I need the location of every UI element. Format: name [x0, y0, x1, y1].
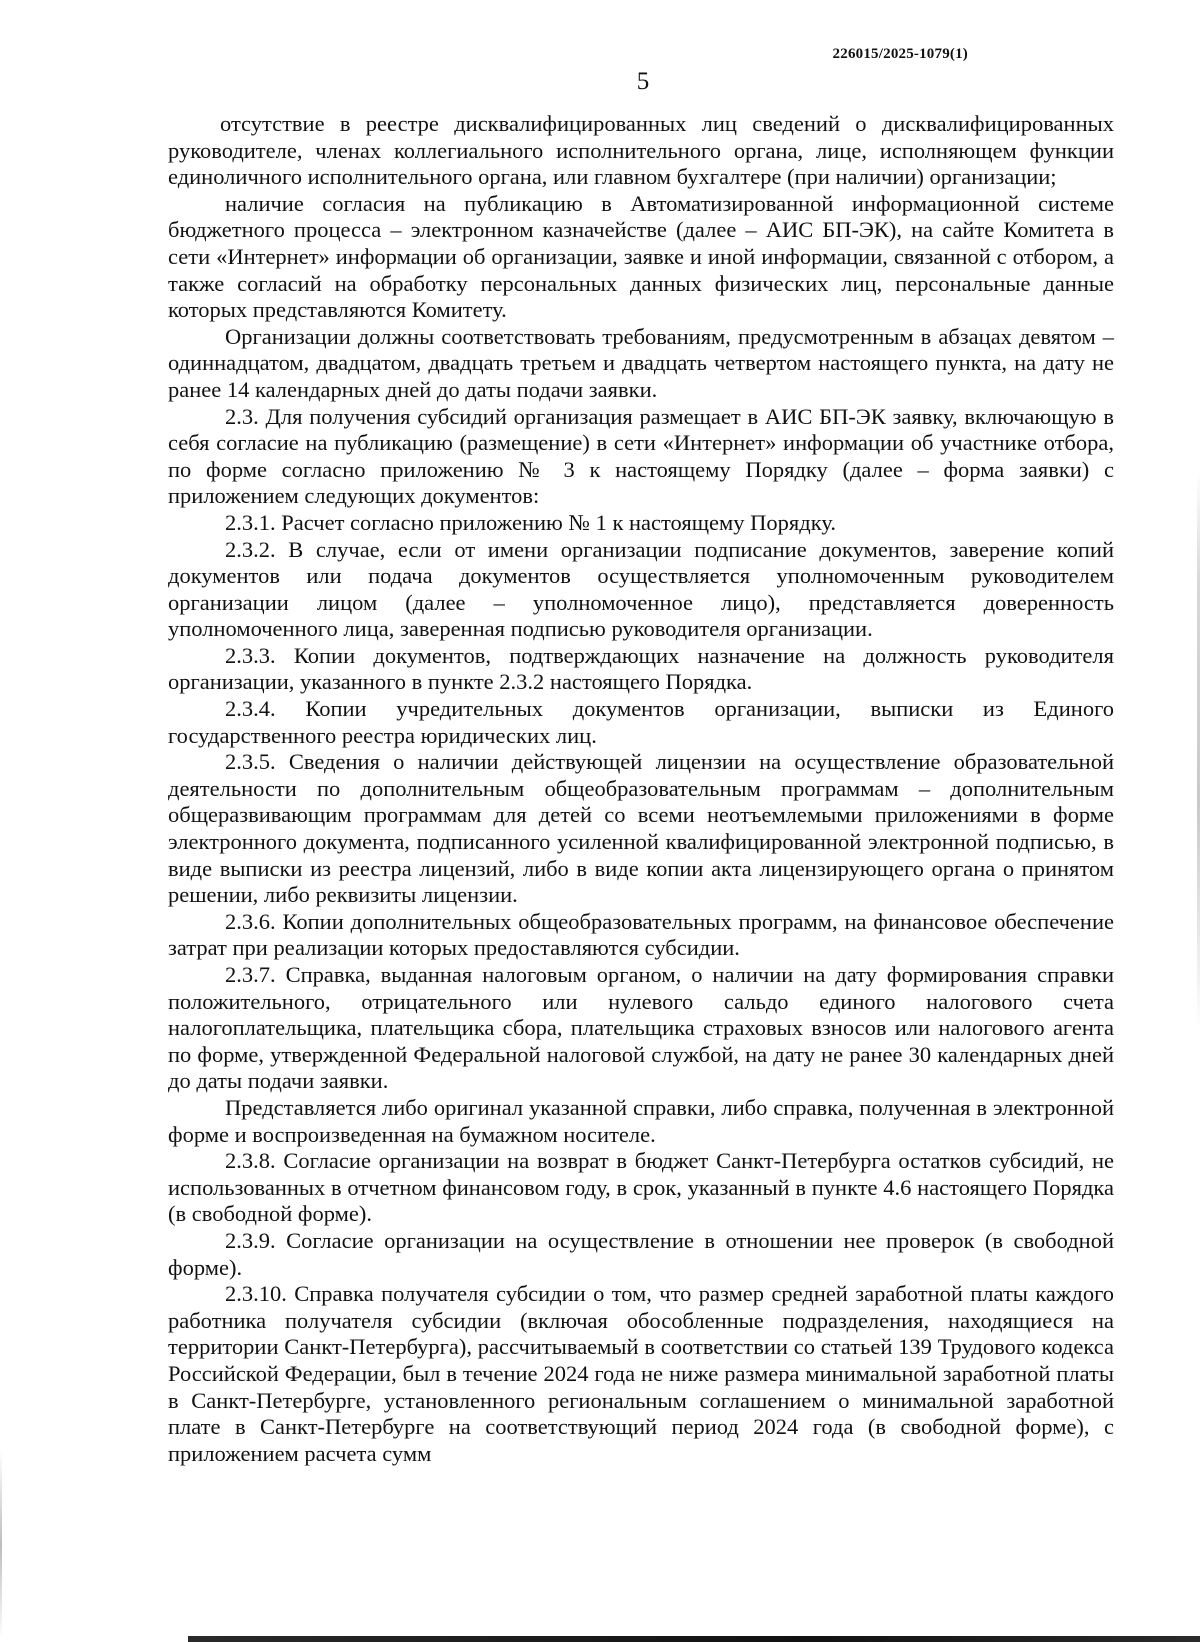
paragraph-disqualified-persons: отсутствие в реестре дисквалифицированных лиц сведений о дисквалифицированных руководителе, членах коллегиального исполнительного органа, лице, исполняющем функции единоличного исполнительного органа, или главном бухгалтере (при наличии) организации; [168, 111, 1114, 190]
paragraph-2-3-3: 2.3.3. Копии документов, подтверждающих назначение на должность руководителя организации, указанного в пункте 2.3.2 настоящего Порядка. [168, 642, 1114, 695]
paragraph-2-3-4: 2.3.4. Копии учредительных документов организации, выписки из Единого государственного реестра юридических лиц. [168, 696, 1114, 748]
paragraph-2-3-2: 2.3.2. В случае, если от имени организации подписание документов, заверение копий документов или подача документов осуществляется уполномоченным руководителем организации лицом (далее – уполномоченное лицо), представляется доверенность уполномоченного лица, заверенная подписью руководителя организации. [168, 536, 1114, 642]
paragraph-2-3-10: 2.3.10. Справка получателя субсидии о том, что размер средней заработной платы каждого работника получателя субсидии (включая обособленные подразделения, находящиеся на территории Санкт-Петербурга), рассчитываемый в соответствии со статьей 139 Трудового кодекса Российской Федерации, был в течение 2024 года не ниже размера минимальной заработной платы в Санкт-Петербурге, установленного региональным соглашением о минимальной заработной плате в Санкт-Петербурге на соответствующий период 2024 года (в свободной форме), с приложением расчета сумм [168, 1281, 1114, 1466]
paragraph-2-3-1: 2.3.1. Расчет согласно приложению № 1 к настоящему Порядку. [225, 509, 836, 535]
scan-edge-left [0, 1450, 2, 1640]
paragraph-2-3-6: 2.3.6. Копии дополнительных общеобразовательных программ, на финансовое обеспечение затрат при реализации которых предоставляются субсидии. [168, 908, 1114, 961]
paragraph-certificate-form: Представляется либо оригинал указанной справки, либо справка, полученная в электронной форме и воспроизведенная на бумажном носителе. [168, 1094, 1114, 1147]
document-registration-number: 226015/2025-1079(1) [832, 46, 968, 62]
paragraph-2-3-5: 2.3.5. Сведения о наличии действующей лицензии на осуществление образовательной деятельности по дополнительным общеобразовательным программам – дополнительным общеразвивающим программам для детей со всеми неотъемлемыми приложениями в форме электронного документа, подписанного усиленной квалифицированной электронной подписью, в виде выписки из реестра лицензий, либо в виде копии акта лицензирующего органа о принятом решении, либо реквизиты лицензии. [168, 749, 1114, 908]
paragraph-2-3: 2.3. Для получения субсидий организация размещает в АИС БП-ЭК заявку, включающую в себя согласие на публикацию (размещение) в сети «Интернет» информации об участнике отбора, по форме согласно приложению № 3 к настоящему Порядку (далее – форма заявки) с приложением следующих документов: [168, 403, 1114, 509]
paragraph-requirements-date: Организации должны соответствовать требованиям, предусмотренным в абзацах девятом – одиннадцатом, двадцатом, двадцать третьем и двадцать четвертом настоящего пункта, на дату не ранее 14 календарных дней до даты подачи заявки. [168, 323, 1114, 402]
scan-bottom-bar [188, 1636, 1200, 1642]
paragraph-publication-consent: наличие согласия на публикацию в Автоматизированной информационной системе бюджетного процесса – электронном казначействе (далее – АИС БП-ЭК), на сайте Комитета в сети «Интернет» информации об организации, заявке и иной информации, связанной с отбором, а также согласий на обработку персональных данных физических лиц, персональные данные которых представляются Комитету. [168, 190, 1114, 323]
paragraph-2-3-8: 2.3.8. Согласие организации на возврат в бюджет Санкт-Петербурга остатков субсидий, не использованных в отчетном финансовом году, в срок, указанный в пункте 4.6 настоящего Порядка (в свободной форме). [168, 1148, 1114, 1227]
paragraph-2-3-7: 2.3.7. Справка, выданная налоговым органом, о наличии на дату формирования справки положительного, отрицательного или нулевого сальдо единого налогового счета налогоплательщика, плательщика сбора, плательщика страховых взносов или налогового агента по форме, утвержденной Федеральной налоговой службой, на дату не ранее 30 календарных дней до даты подачи заявки. [168, 962, 1114, 1094]
page-number: 5 [636, 68, 650, 95]
document-body [168, 111, 1114, 1467]
paragraph-2-3-9: 2.3.9. Согласие организации на осуществление в отношении нее проверок (в свободной форме). [168, 1227, 1114, 1280]
